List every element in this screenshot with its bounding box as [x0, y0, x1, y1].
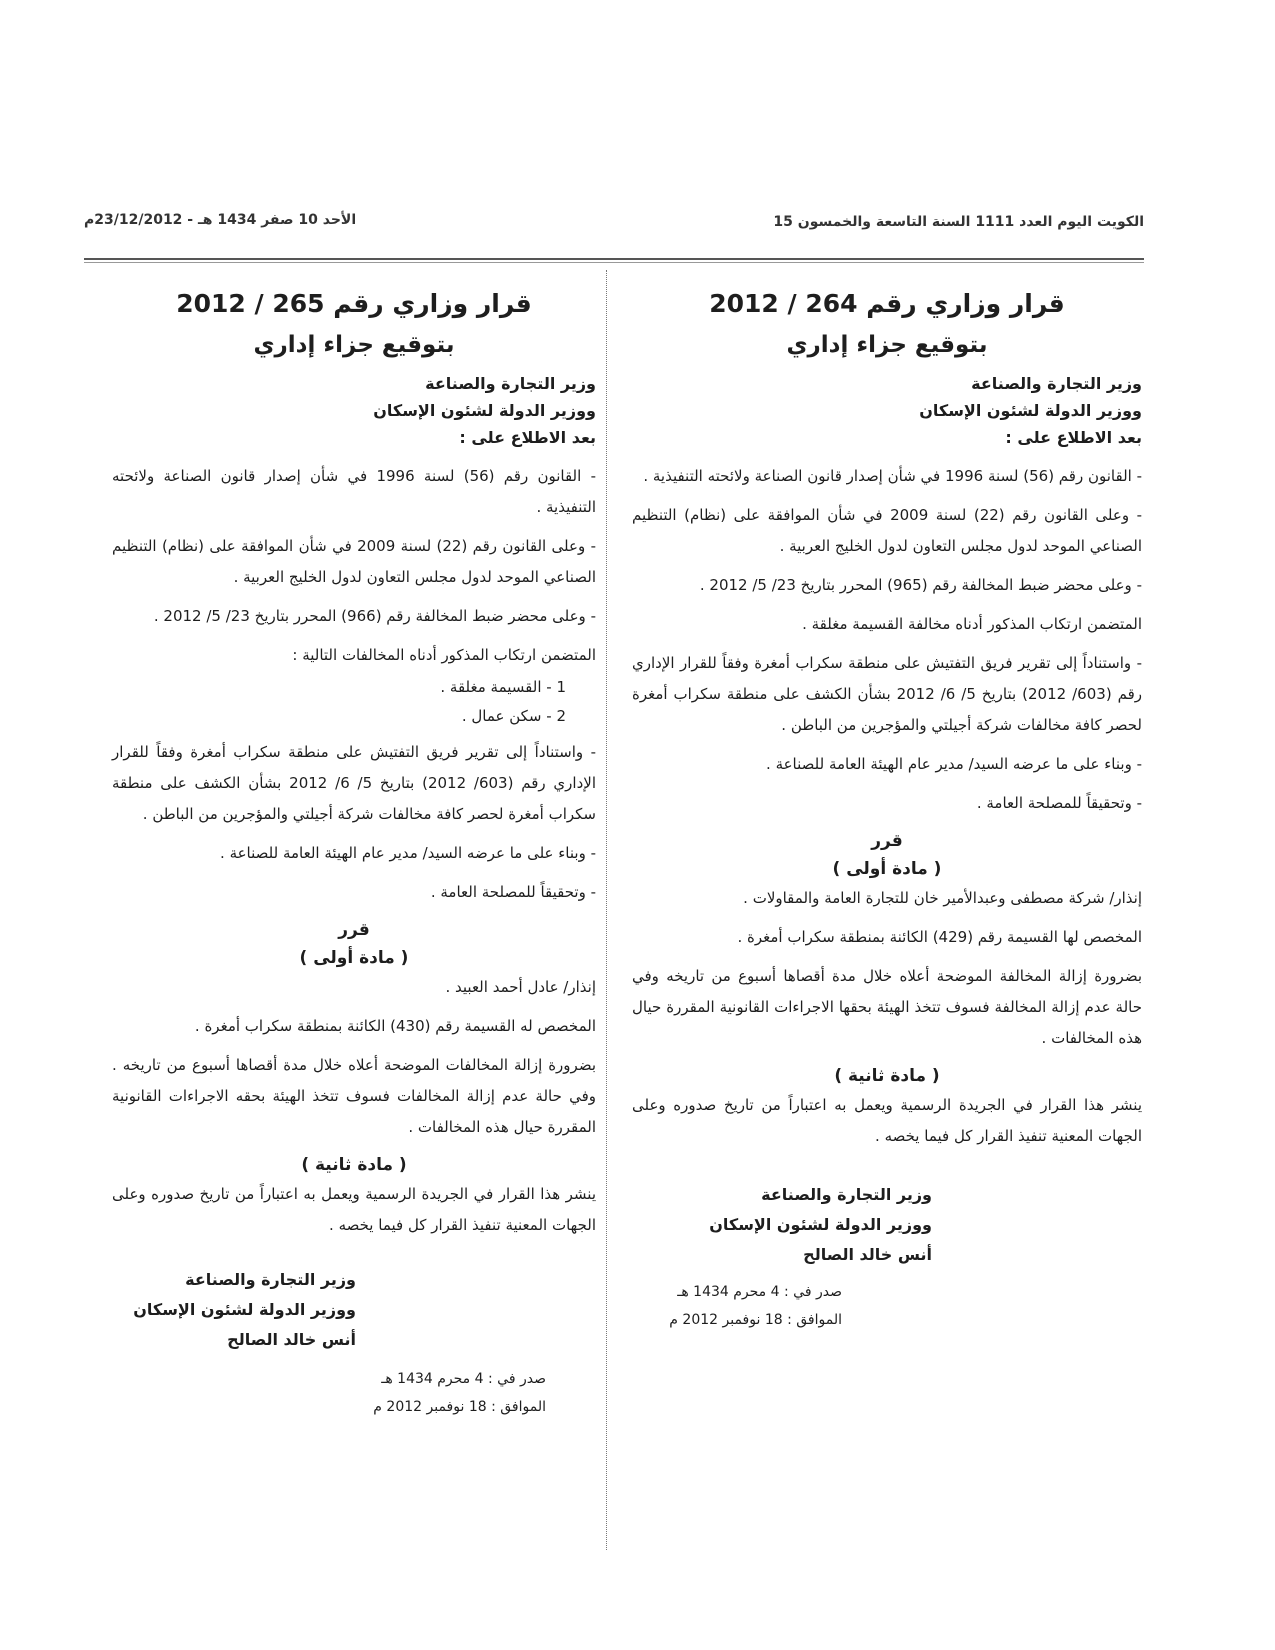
column-divider: [606, 270, 607, 1550]
violation-item: 2 - سكن عمال .: [461, 707, 566, 725]
signature-title-2: ووزير الدولة لشئون الإسكان: [709, 1215, 932, 1234]
preamble-paragraph: - وعلى القانون رقم (22) لسنة 2009 في شأن الموافقة على (نظام) التنظيم الصناعي الموحد لدول مجلس التعاون لدول الخليج العربية .: [632, 506, 1142, 555]
issued-hijri: صدر في : 4 محرم 1434 هـ: [381, 1371, 546, 1387]
article-paragraph: إنذار/ شركة مصطفى وعبدالأمير خان للتجارة العامة والمقاولات .: [743, 889, 1142, 907]
violation-item: 1 - القسيمة مغلقة .: [440, 678, 566, 696]
minister-title-2: ووزير الدولة لشئون الإسكان: [373, 401, 596, 420]
preamble-paragraph: - وعلى محضر ضبط المخالفة رقم (965) المحرر بتاريخ 23/ 5/ 2012 .: [699, 576, 1142, 594]
signature-title: وزير التجارة والصناعة: [761, 1185, 932, 1204]
signature-block: [632, 1180, 1142, 1270]
preamble-paragraph: - وبناء على ما عرضه السيد/ مدير عام الهيئة العامة للصناعة .: [220, 844, 596, 862]
signature-block: [112, 1265, 596, 1355]
decision-subtitle: بتوقيع جزاء إداري: [253, 332, 455, 358]
article-1-heading: ( مادة أولى ): [832, 859, 942, 879]
preamble-paragraph: - القانون رقم (56) لسنة 1996 في شأن إصدار قانون الصناعة ولائحته التنفيذية .: [643, 467, 1142, 485]
minister-title: وزير التجارة والصناعة: [971, 374, 1142, 393]
preamble-paragraph: المتضمن ارتكاب المذكور أدناه المخالفات التالية :: [292, 646, 596, 664]
header-divider: [84, 258, 1144, 260]
article-paragraph: إنذار/ عادل أحمد العبيد .: [445, 978, 596, 996]
article-paragraph: المخصص له القسيمة رقم (430) الكائنة بمنطقة سكراب أمغرة .: [194, 1017, 596, 1035]
article-paragraph: بضرورة إزالة المخالفات الموضحة أعلاه خلال مدة أقصاها أسبوع من تاريخه . وفي حالة عدم إزالة المخالفات فسوف تتخذ الهيئة بحقه الاجراءات القانونية المقررة حيال هذه المخالفات .: [112, 1056, 596, 1136]
decided-heading: قرر: [338, 920, 370, 940]
issued-gregorian: الموافق : 18 نوفمبر 2012 م: [669, 1312, 842, 1328]
issue-date-block: [632, 1278, 1142, 1334]
page-header: [84, 206, 1144, 248]
issued-gregorian: الموافق : 18 نوفمبر 2012 م: [373, 1399, 546, 1415]
preamble-paragraph: - واستناداً إلى تقرير فريق التفتيش على منطقة سكراب أمغرة وفقاً للقرار الإداري رقم (603/ 2012) بتاريخ 5/ 6/ 2012 بشأن الكشف على منطقة سكراب أمغرة لحصر كافة مخالفات شركة أجيلتي والمؤجرين من الباطن .: [112, 743, 596, 823]
decision-264-column: [632, 288, 1142, 1334]
minister-title-2: ووزير الدولة لشئون الإسكان: [919, 401, 1142, 420]
article-2-heading: ( مادة ثانية ): [301, 1155, 407, 1175]
issued-hijri: صدر في : 4 محرم 1434 هـ: [677, 1284, 842, 1300]
signatory-name: أنس خالد الصالح: [803, 1245, 932, 1264]
preamble-paragraph: - وتحقيقاً للمصلحة العامة .: [430, 883, 596, 901]
preamble-paragraph: - وبناء على ما عرضه السيد/ مدير عام الهيئة العامة للصناعة .: [766, 755, 1142, 773]
minister-title: وزير التجارة والصناعة: [425, 374, 596, 393]
article-2-heading: ( مادة ثانية ): [834, 1066, 940, 1086]
preamble-paragraph: - واستناداً إلى تقرير فريق التفتيش على منطقة سكراب أمغرة وفقاً للقرار الإداري رقم (603/ 2012) بتاريخ 5/ 6/ 2012 بشأن الكشف على منطقة سكراب أمغرة لحصر كافة مخالفات شركة أجيلتي والمؤجرين من الباطن .: [632, 654, 1142, 734]
signatory-name: أنس خالد الصالح: [227, 1330, 356, 1349]
decision-subtitle: بتوقيع جزاء إداري: [786, 332, 988, 358]
preamble-paragraph: - وعلى القانون رقم (22) لسنة 2009 في شأن الموافقة على (نظام) التنظيم الصناعي الموحد لدول مجلس التعاون لدول الخليج العربية .: [112, 537, 596, 586]
article-1-heading: ( مادة أولى ): [299, 948, 409, 968]
article-paragraph: ينشر هذا القرار في الجريدة الرسمية ويعمل به اعتباراً من تاريخ صدوره وعلى الجهات المعنية تنفيذ القرار كل فيما يخصه .: [112, 1185, 596, 1234]
decision-title: قرار وزاري رقم 265 / 2012: [176, 289, 532, 318]
preamble-heading: بعد الاطلاع على :: [459, 428, 596, 447]
article-paragraph: بضرورة إزالة المخالفة الموضحة أعلاه خلال مدة أقصاها أسبوع من تاريخه وفي حالة عدم إزالة المخالفة فسوف تتخذ الهيئة بحقها الاجراءات القانونية المقررة حيال هذه المخالفات .: [632, 967, 1142, 1047]
header-issue-info: الكويت اليوم العدد 1111 السنة التاسعة والخمسون 15: [773, 214, 1144, 230]
preamble-paragraph: - القانون رقم (56) لسنة 1996 في شأن إصدار قانون الصناعة ولائحته التنفيذية .: [112, 467, 596, 516]
header-date: الأحد 10 صفر 1434 هـ - 23/12/2012م: [84, 212, 357, 228]
decision-title: قرار وزاري رقم 264 / 2012: [709, 289, 1065, 318]
signature-title: وزير التجارة والصناعة: [185, 1270, 356, 1289]
preamble-heading: بعد الاطلاع على :: [1005, 428, 1142, 447]
preamble-paragraph: - وتحقيقاً للمصلحة العامة .: [976, 794, 1142, 812]
header-divider-thin: [84, 262, 1144, 263]
issue-date-block: [112, 1365, 596, 1421]
decision-265-column: [112, 288, 596, 1421]
article-paragraph: المخصص لها القسيمة رقم (429) الكائنة بمنطقة سكراب أمغرة .: [737, 928, 1142, 946]
preamble-paragraph: - وعلى محضر ضبط المخالفة رقم (966) المحرر بتاريخ 23/ 5/ 2012 .: [153, 607, 596, 625]
preamble-paragraph: المتضمن ارتكاب المذكور أدناه مخالفة القسيمة مغلقة .: [802, 615, 1142, 633]
signature-title-2: ووزير الدولة لشئون الإسكان: [133, 1300, 356, 1319]
article-paragraph: ينشر هذا القرار في الجريدة الرسمية ويعمل به اعتباراً من تاريخ صدوره وعلى الجهات المعنية تنفيذ القرار كل فيما يخصه .: [632, 1096, 1142, 1145]
decided-heading: قرر: [871, 831, 903, 851]
